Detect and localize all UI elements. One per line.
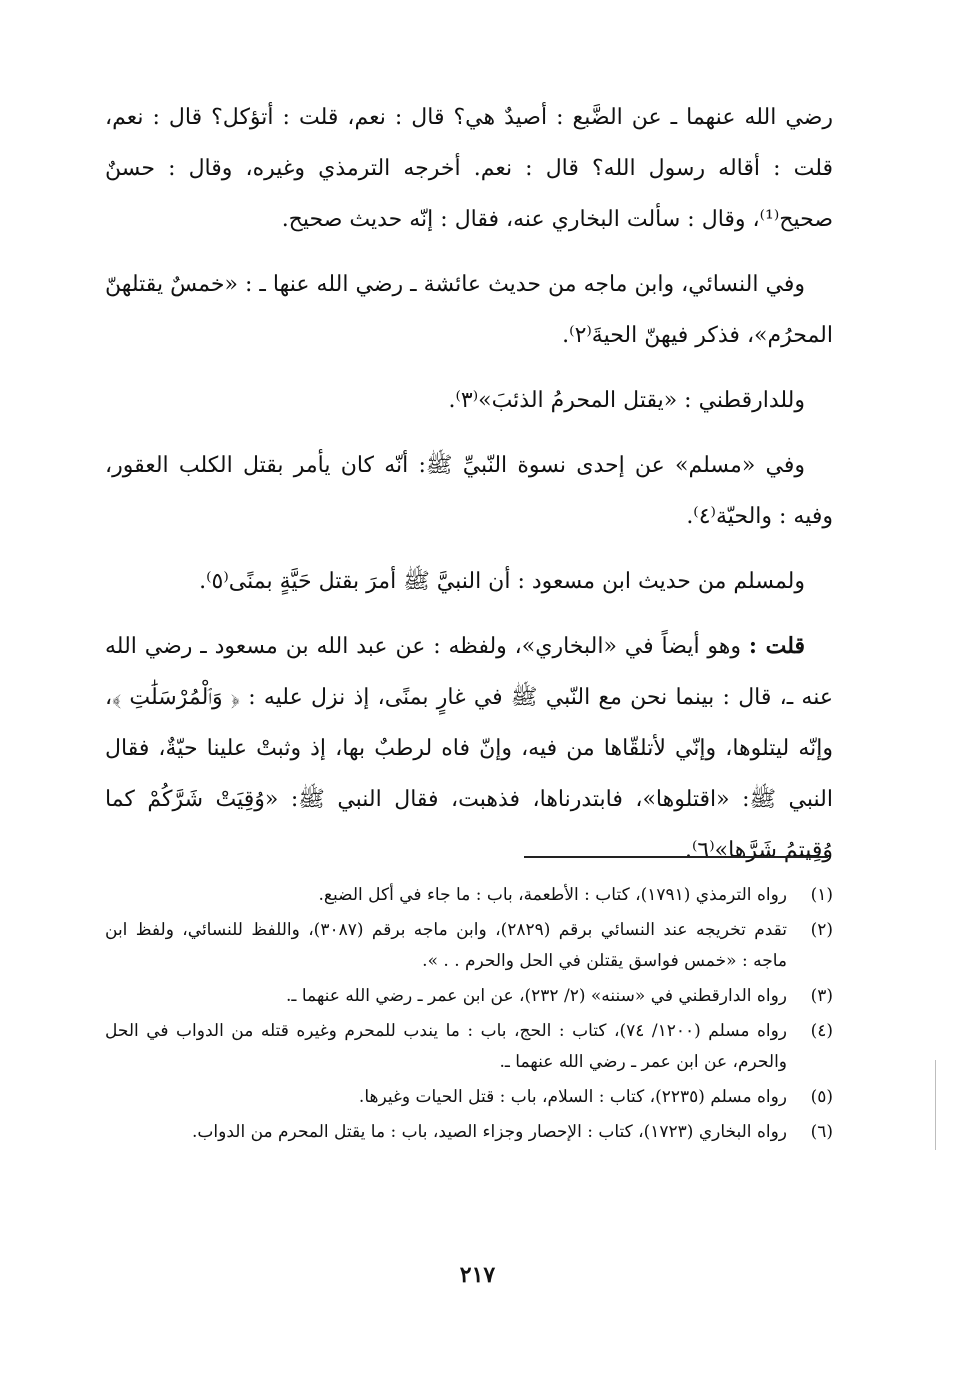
footnote-number: (٦) bbox=[810, 1122, 833, 1142]
footnote-1 bbox=[105, 880, 833, 911]
footnote-separator bbox=[524, 856, 828, 858]
footnote-number: (٤) bbox=[810, 1021, 833, 1041]
footnote-text: رواه الترمذي (١٧٩١)، كتاب : الأطعمة، باب : ما جاء في أكل الضبع. bbox=[318, 885, 787, 905]
main-text bbox=[105, 92, 833, 890]
paragraph-1: رضي الله عنهما ـ عن الضَّبع : أصيدٌ هي؟ قال : نعم، قلت : أتؤكل؟ قال : نعم، قلت : أقاله رسول الله؟ قال : نعم. أخرجه الترمذي وغيره، وقال : حسنٌ صحيح⁽¹⁾، وقال : سألت البخاري عنه، فقال : إنّه حديث صحيح. bbox=[105, 105, 834, 232]
paragraph-6-text: وهو أيضاً في «البخاري»، ولفظه : عن عبد الله بن مسعود ـ رضي الله عنه ـ، قال : بينما نحن مع النّبي ﷺ في غارٍ بمنًى، إذ نزل عليه : ﴿ وَٱلْمُرْسَلَٰتِ ﴾، وإنّه ليتلوها، وإنّي لأتلقّاها من فيه، وإنّ فاه لرطبٌ بها، إذ وثبتْ علينا حيّةٌ، فقال النبي ﷺ: «اقتلوها»، فابتدرناها، فذهبت، فقال النبي ﷺ: «وُقِيَتْ شَرَّكُمْ كما وُقِيتمُ شَرَّها»⁽٦⁾. bbox=[105, 634, 833, 863]
footnote-6 bbox=[105, 1117, 833, 1148]
paragraph-4: وفي «مسلم» عن إحدى نسوة النّبيِّ ﷺ: أنّه كان يأمر بقتل الكلب العقور، وفيه : والحيّة⁽٤⁾. bbox=[105, 453, 833, 529]
paragraph-6 bbox=[105, 621, 833, 876]
scan-edge-mark bbox=[935, 1060, 936, 1150]
footnote-number: (١) bbox=[810, 885, 833, 905]
page-number: ٢١٧ bbox=[459, 1262, 496, 1288]
footnote-4 bbox=[105, 1016, 833, 1078]
footnote-number: (٣) bbox=[810, 986, 833, 1006]
footnote-text: رواه مسلم (١٢٠٠/ ٧٤)، كتاب : الحج، باب : ما يندب للمحرم وغيره قتله من الدواب في الحل والحرم، عن ابن عمر ـ رضي الله عنهما ـ. bbox=[105, 1021, 788, 1072]
footnotes bbox=[105, 880, 833, 1152]
footnote-3 bbox=[105, 981, 833, 1012]
paragraph-3: وللدارقطني : «يقتل المحرمُ الذئبَ»⁽٣⁾. bbox=[448, 388, 805, 413]
footnote-text: رواه مسلم (٢٢٣٥)، كتاب : السلام، باب : قتل الحيات وغيرها. bbox=[358, 1087, 787, 1107]
paragraph-2: وفي النسائي، وابن ماجه من حديث عائشة ـ رضي الله عنها ـ : «خمسٌ يقتلهنّ المحرُم»، فذكر فيهنّ الحيةَ⁽٢⁾. bbox=[105, 272, 833, 348]
footnote-number: (٥) bbox=[810, 1087, 833, 1107]
footnote-number: (٢) bbox=[810, 920, 833, 940]
footnote-text: رواه البخاري (١٧٢٣)، كتاب : الإحصار وجزاء الصيد، باب : ما يقتل المحرم من الدواب. bbox=[192, 1122, 787, 1142]
footnote-text: رواه الدارقطني في «سننه» (٢/ ٢٣٢)، عن ابن عمر ـ رضي الله عنهما ـ. bbox=[286, 986, 787, 1006]
footnote-text: تقدم تخريجه عند النسائي برقم (٢٨٢٩)، وابن ماجه برقم (٣٠٨٧)، واللفظ للنسائي، ولفظ ابن ماجه : «خمس فواسق يقتلن في الحل والحرم . . ». bbox=[105, 920, 788, 971]
footnote-5 bbox=[105, 1082, 833, 1113]
paragraph-5: ولمسلم من حديث ابن مسعود : أن النبيَّ ﷺ أمرَ بقتل حَيَّةٍ بمنًى⁽٥⁾. bbox=[199, 569, 805, 594]
footnote-2 bbox=[105, 915, 833, 977]
qult-lead: قلت : bbox=[748, 633, 805, 659]
